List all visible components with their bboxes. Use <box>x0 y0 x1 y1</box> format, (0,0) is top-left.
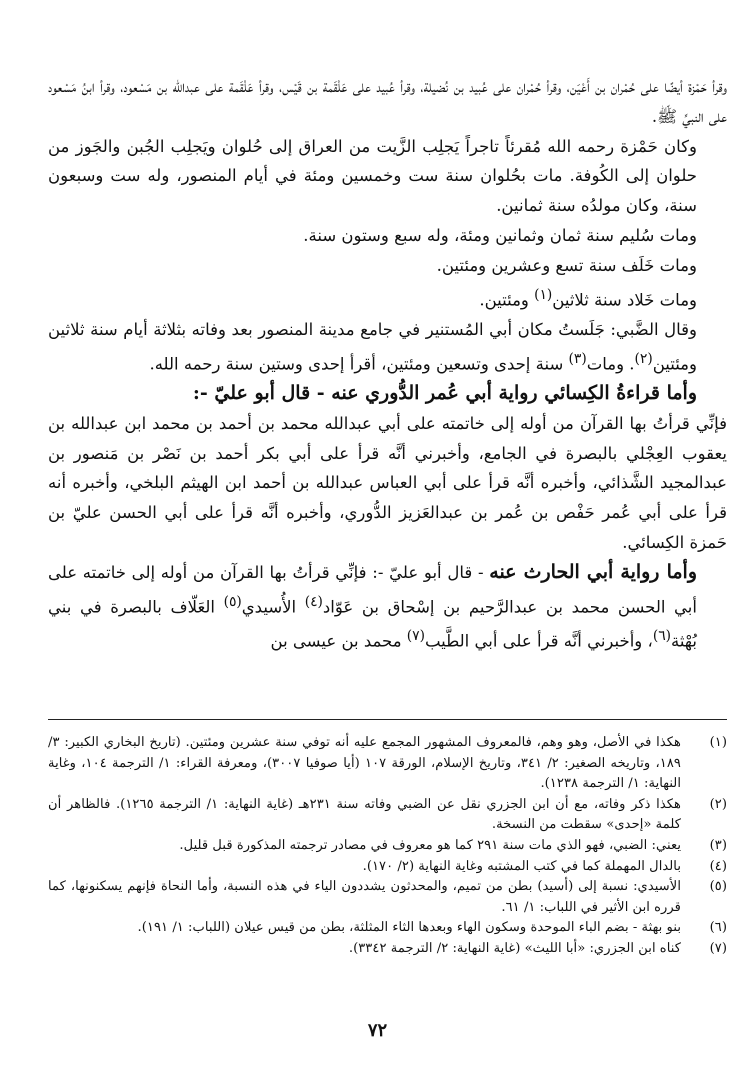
footnote <box>48 733 727 795</box>
text-run: . ومات <box>586 354 635 374</box>
text-run: سنة إحدى وتسعين ومئتين، أقرأ إحدى وستين سنة رحمه الله. <box>149 354 569 374</box>
text-run: ومئتين. <box>479 290 535 310</box>
footnote-ref: (٢) <box>634 350 653 367</box>
footnote <box>48 836 727 857</box>
text-run: وقال الضَّبي: جَلَستُ مكان أبي المُستنير في جامع مدينة المنصور بعد وفاته بثلاثة أيام سنة ثلاثين ومئتين <box>48 319 697 374</box>
footnote-ref: (٤) <box>304 593 323 610</box>
section-heading: وأما قراءةُ الكِسائي رواية أبي عُمر الدُّوري عنه - قال أبو عليّ -: <box>192 381 697 404</box>
page-number: ٧٢ <box>367 1020 388 1041</box>
text-run: الأُسيدي <box>241 597 305 617</box>
footnote-text: هكذا ذكر وفاته، مع أن ابن الجزري نقل عن الضبي وفاته سنة ٢٣١هـ (غاية النهاية: ١/ الترجمة ١٢٦٥). فالظاهر أن كلمة «إحدى» سقطت من النسخة. <box>48 796 681 833</box>
footnote-number: (١) <box>709 735 727 750</box>
paragraph: ومات خَلَف سنة تسع وعشرين ومئتين. <box>436 255 697 275</box>
footnote-text: بنو بهثة - بضم الباء الموحدة وسكون الهاء وبعدها الثاء المثلثة، بطن من قيس عيلان (اللباب: ١/ ١٩١). <box>137 920 681 936</box>
paragraph <box>48 558 727 656</box>
footnote-text: يعني: الضبي، فهو الذي مات سنة ٢٩١ كما هو معروف في مصادر ترجمته المذكورة قبل قليل. <box>179 837 681 853</box>
footnote <box>48 857 727 878</box>
footnote-ref: (٦) <box>652 627 671 644</box>
footnote-number: (٦) <box>709 920 727 936</box>
section-heading-inline: وأما رواية أبي الحارث عنه <box>489 560 697 583</box>
paragraph: وقرأ حَمْزة أيضًا على حُمْران بن أَعْيَن، وقرأ حُمْران على عُبيد بن نُضيلة، وقرأ عُبيد على عَلْقَمة بن قَيْس، وقرأ عَلْقَمة على عبدالله بن مَسْعود، وقرأ ابنُ مَسْعود على النبيِّ ﷺ. <box>48 77 727 126</box>
footnote <box>48 939 727 960</box>
text-run: - قال أبو عليّ -: فإنِّي قرأتُ بها القرآن من أوله إلى خاتمته على أبي الحسن محمد بن عبدالرَّحيم بن إسْحاق بن عَوّاد <box>48 562 697 617</box>
footnote <box>48 795 727 836</box>
footnote-number: (٧) <box>709 940 727 956</box>
paragraph: فإنِّي قرأتُ بها القرآن من أوله إلى خاتمته على أبي عبدالله محمد بن أحمد بن محمد ابن عبدالله بن يعقوب العِجْلي بالبصرة في الجامع، وأخبرني أنَّه قرأ على أبي بكر أحمد بن نَصْر بن مَنصور بن عبدالمجيد الشَّذائي، وأخبره أنَّه قرأ على أبي العباس عبدالله بن أحمد ابن الهيثم البلخي، وأخبره أنه قرأ على أبي عُمر حَفْص بن عُمر بن عبدالعَزيز الدُّوري، وأخبره أنَّه قرأ على أبي الحسن عليّ بن حَمزة الكِسائي. <box>48 413 727 552</box>
footnote-ref: (٣) <box>568 350 587 367</box>
paragraph <box>48 281 727 315</box>
footnote-text: الأسيدي: نسبة إلى (أسيد) بطن من تميم، والمحدثون يشددون الياء في هذه النسبة، وأما النحاة فإنهم يسكنونها، كما قرره ابن الأثير في اللباب: ١/ ٦١. <box>48 879 681 915</box>
footnote-ref: (١) <box>534 286 553 303</box>
paragraph: وكان حَمْزة رحمه الله مُقرئاً تاجراً يَجلِب الزَّيت من العراق إلى حُلوان ويَجلِب الجُبن والجَوز من حلوان إلى الكُوفة. مات بحُلوان سنة ست وخمسين ومئة في أيام المنصور، وله ست وسبعون سنة، وكان مولدُه سنة ثمانين. <box>48 136 697 216</box>
text-run: العَلّاف بالبصرة في بني بُهْثة <box>48 597 697 651</box>
footnote-number: (٢) <box>709 796 727 812</box>
footnote <box>48 877 727 918</box>
text-run: ومات خَلاد سنة ثلاثين <box>552 290 697 310</box>
main-text <box>48 72 727 656</box>
footnote-ref: (٥) <box>223 593 242 610</box>
footnote-divider <box>48 719 727 720</box>
paragraph: ومات سُليم سنة ثمان وثمانين ومئة، وله سبع وستون سنة. <box>303 225 697 245</box>
footnote <box>48 918 727 939</box>
text-run: محمد بن عيسى بن <box>270 631 407 651</box>
footnote-number: (٤) <box>709 858 727 874</box>
footnote-ref: (٧) <box>406 627 425 644</box>
footnote-text: بالدال المهملة كما في كتب المشتبه وغاية النهاية (٢/ ١٧٠). <box>362 858 681 874</box>
footnote-text: هكذا في الأصل، وهو وهم، فالمعروف المشهور المجمع عليه أنه توفي سنة عشرين ومئتين. (تاريخ البخاري الكبير: ٣/ ١٨٩، وتاريخه الصغير: ٢/ ٣٤١، وتاريخ الإسلام، الورقة ١٠٧ (أيا صوفيا ٣٠٠٧)، ومعرفة القراء: ١/ الترجمة ١٠٤، وغاية النهاية: ١/ الترجمة ١٢٣٨). <box>48 735 681 792</box>
footnotes <box>48 733 727 960</box>
footnote-text: كناه ابن الجزري: «أبا الليث» (غاية النهاية: ٢/ الترجمة ٣٣٤٢). <box>348 940 681 956</box>
text-run: ، وأخبرني أنَّه قرأ على أبي الطَّيب <box>424 631 653 651</box>
footnote-number: (٣) <box>709 837 727 853</box>
paragraph <box>48 315 727 379</box>
footnote-number: (٥) <box>709 879 727 895</box>
